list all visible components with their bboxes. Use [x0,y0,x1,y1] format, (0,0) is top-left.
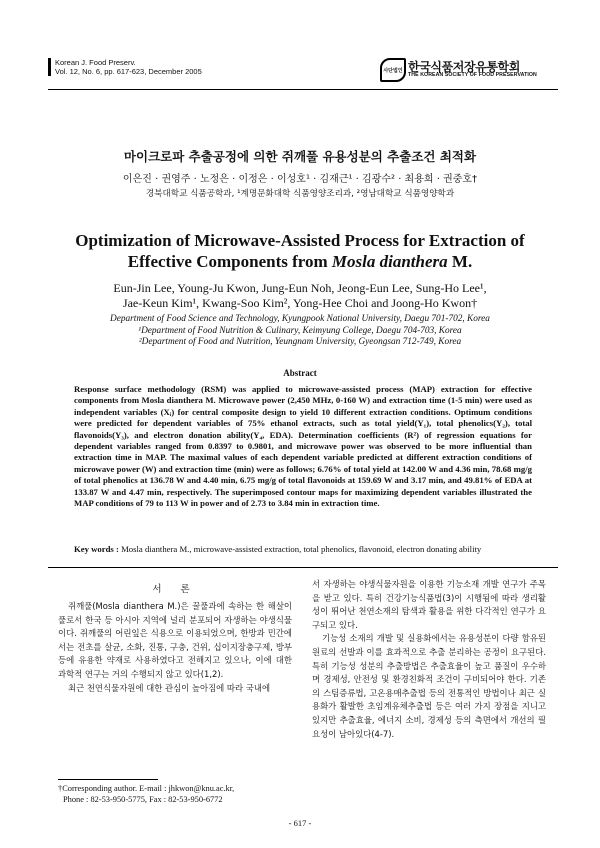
paragraph: 기능성 소재의 개발 및 실용화에서는 유용성분이 다량 함유된 원료의 선발과 이를 효과적으로 추출 분리하는 공정이 요구된다. 특히 기능성 성분의 추출방법은 추출효율이 높고 품질이 우수하며 경제성, 안전성 및 환경친화적 조건이 구비되어야 한다. 기존의 스팀증류법, 고온용매추출법 등의 전통적인 방법이나 최근 실용화가 활발한 초임계유체추출법 등은 여러 가지 장점을 지니고 있지만 추출효율, 에너지 소비, 경제성 등의 측면에서 개선의 필요성이 남아있다(4-7). [312,633,546,739]
affiliation-1: Department of Food Science and Technology, Kyungpook National University, Daegu 701-702, Korea [110,314,490,324]
keywords-text: Mosla dianthera M., microwave-assisted extraction, total phenolics, flavonoid, electron donating ability [121,544,482,554]
society-emblem-icon: 사단법인 [380,58,406,82]
korean-affiliations: 경북대학교 식품공학과, ¹계명문화대학 식품영양조리과, ²영남대학교 식품영양학과 [145,189,455,199]
body-column-right [312,578,546,741]
affiliation-2: ¹Department of Food Nutrition & Culinary, Keimyung College, Daegu 704-703, Korea [138,325,462,336]
society-logo [380,58,558,82]
english-authors [0,281,600,311]
english-title-line1: Optimization of Microwave-Assisted Process for Extraction of [75,231,525,250]
keywords [74,544,534,554]
corresponding-author-footnote [58,783,234,805]
abstract-divider [48,567,558,568]
footnote-divider [58,779,158,780]
english-affiliations [0,314,600,349]
authors-line1: Eun-Jin Lee, Young-Ju Kwon, Jung-Eun Noh, Jeong-Eun Lee, Sung-Ho Lee¹, [113,281,487,295]
abstract-text: Response surface methodology (RSM) was applied to microwave-assisted process (MAP) extraction for effective components from Mosla dianthera M. Microwave power (2,450 MHz, 0-160 W) and extraction time (1-5 min) were used as independent variables (Xᵢ) for central composite design to yield 10 different extraction conditions. Optimum conditions were predicted for dependent variables of 75% ethanol extracts, such as total yield(Y₁), total phenolics(Y₂), total flavonoids(Y₃), and electron donation ability(Y₄, EDA). Determination coefficients (R²) of regression equations for dependent variables ranged from 0.8397 to 0.9801, and microwave power was observed to be more influential than extraction time in MAP. The maximal values of each dependent variable predicted at different extraction conditions of microwave power (W) and extraction time (min) were as follows; 6.76% of total yield at 142.00 W and 4.36 min, 78.68 mg/g of total phenolics at 136.78 W and 4.40 min, 6.75 mg/g of total flavonoids at 159.69 W and 3.17 min, and 49.81% of EDA at 133.87 W and 4.47 min, respectively. The superimposed contour maps for maximizing dependent variables illustrated the MAP conditions of 79 to 113 W in power and of 2.73 to 3.84 min in extraction time. [74,384,532,509]
keywords-label: Key words : [74,544,119,554]
page-number: - 617 - [288,818,312,828]
abstract-heading: Abstract [283,368,317,378]
society-name-english: THE KOREAN SOCIETY OF FOOD PRESERVATION [408,72,537,78]
paragraph: 쥐깨풀(Mosla dianthera M.)은 꿀풀과에 속하는 한 해살이 풀로서 한국 등 아시아 지역에 널리 분포되어 자생하는 야생식물이다. 쥐깨풀의 어린잎은 식용으로 이용되었으며, 한방과 민간에서는 전초를 살균, 소화, 진통, 구충, 건위, 십이지장충구제, 방부 등에 유용한 약재로 사용하였다고 전해지고 있으나, 이에 대한 과학적 연구는 거의 수행되지 않고 있다(1,2). [58,601,292,679]
header-divider [48,89,558,90]
korean-authors: 이은진 · 권영주 · 노정은 · 이정은 · 이성호¹ · 김재근¹ · 김광수² · 최용희 · 권중호† [122,174,478,185]
section-heading: 서 론 [152,584,198,595]
english-title [0,230,600,272]
authors-line2: Jae-Keun Kim¹, Kwang-Soo Kim², Yong-Hee Choi and Joong-Ho Kwon† [122,296,478,310]
affiliation-3: ²Department of Food and Nutrition, Yeungnam University, Gyeongsan 712-749, Korea [138,337,462,347]
journal-name: Korean J. Food Preserv. [55,58,136,67]
footnote-phone: Phone : 82-53-950-5775, Fax : 82-53-950-6772 [63,795,223,804]
society-name-korean: 한국식품저장유통학회 [408,60,520,74]
journal-citation [48,58,202,76]
species-name: Mosla dianthera [331,252,448,271]
title-text: Effective Components from [127,252,332,271]
korean-title: 마이크로파 추출공정에 의한 쥐깨풀 유용성분의 추출조건 최적화 [123,149,477,164]
title-suffix: M. [447,252,473,271]
paragraph: 최근 천연식물자원에 대한 관심이 높아짐에 따라 국내에 [68,682,271,693]
english-title-line2 [0,251,600,272]
journal-volume: Vol. 12, No. 6, pp. 617-623, December 2005 [55,67,202,76]
paragraph: 서 자생하는 야생식물자원을 이용한 기능소재 개발 연구가 주목을 받고 있다. 특히 건강기능식품법(3)이 시행됨에 따라 생리활성이 뛰어난 천연소재의 탐색과 활용을 위한 다각적인 연구가 요구되고 있다. [312,579,546,630]
footnote-email: †Corresponding author. E-mail : jhkwon@knu.ac.kr, [58,784,235,793]
body-column-left [58,600,292,695]
